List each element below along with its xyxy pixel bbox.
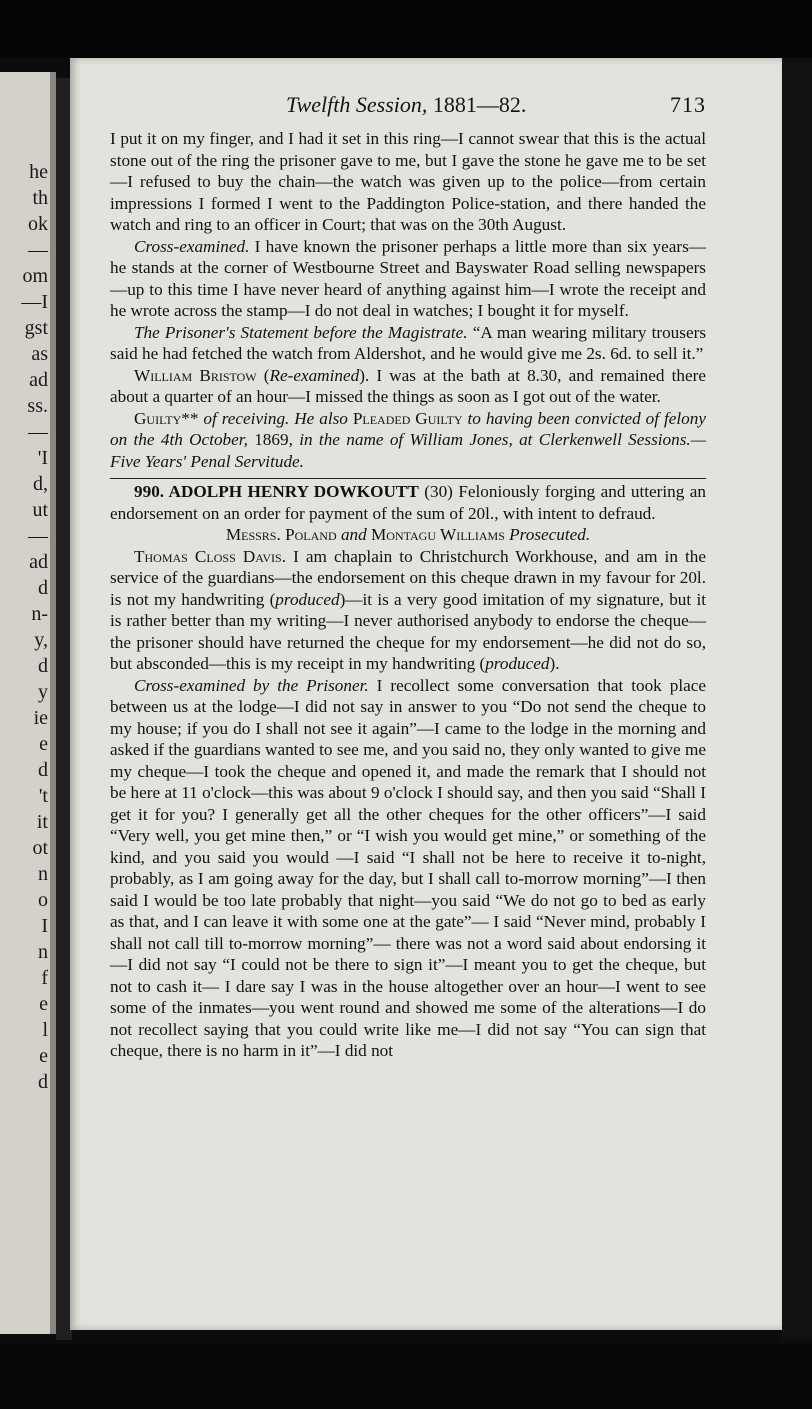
session-years: 1881—82. [432,92,527,117]
left-page-fragment: l [42,1019,48,1041]
left-page-fragment: n [38,863,48,885]
text-run: of receiving. He also [198,408,353,428]
text-run: and [336,525,372,544]
text-run: to having been convicted of felony on the 4th October, [110,408,706,449]
text-run: in the name of William Jones, at Clerkenwell Sessions.—Five Years' Penal Servitude. [110,430,707,471]
session-label: Twelfth Session, [286,92,428,117]
text-run: I recollect some conversation that took place between us at the lodge—I did not say in answer to you “Do not send the cheque to my house; if you do I shall not see it again”—I came to the lodge in the morning and asked if the guardians wanted to see me, and you said no, they only wanted to give me my cheque—I took the cheque and opened it, and made the remark that I should not be here at 11 o'clock—this was about 9 o'clock I should say, and then you said “Shall I get it for you? I generally get all the other cheques for the other officers”—I said “Very well, you get mine then,” or “I wish you would get mine,” or something of the kind, and you said you would —I said “I shall not be here to receive it to-night, probably, as I am going away for the day, but I shall call to-morrow morning”—I then said I would be too late probably that night—you said “We do not go to bed as early as that, and I can leave it with some one at the gate”— I said “Never mind, probably I shall not call till to-morrow morning”— there was not a word said about endorsing it—I did not say “I could not be there to sign it”—I meant you to get the cheque, but not to cash it— I dare say I was in the house altogether over an hour—I went to see some of the inmates—you went round and showed me some of the alterations—I do not recollect saying that you could write like me—I did not say “You can sign that cheque, there is no harm in it”—I did not [110,675,706,1060]
text-run: 1869, [254,430,300,449]
left-page-fragment: n- [31,603,48,625]
left-page-fragment: ot [32,837,48,859]
left-page-fragment: o [38,889,48,911]
left-page-fragment: om [22,265,48,287]
left-page-fragment: — [28,239,48,261]
text-run: Cross-examined by the Prisoner. [134,675,369,695]
text-run: Montagu Williams [371,525,505,544]
left-page-fragment: e [39,1045,48,1067]
left-page-fragment: y [38,681,48,703]
text-run: William Bristow [134,365,257,385]
left-page-fragment: ut [32,499,48,521]
case-divider-rule [110,478,706,479]
left-page-fragment: — [28,525,48,547]
left-page-fragment: ie [33,707,48,729]
text-run: produced [485,654,550,673]
left-page-fragment: d, [33,473,48,495]
left-page-fragment: 'I [37,447,48,469]
running-header [70,92,782,124]
left-page-fragment: th [32,187,48,209]
left-page-fragment: e [39,733,48,755]
running-title [286,92,526,118]
text-run: 990. ADOLPH HENRY DOWKOUTT [134,482,419,501]
right-dark-edge [782,58,812,1340]
left-page-fragment: — [28,421,48,443]
text-run: (30) Feloniously forging and uttering an endorsement on an order for payment of the sum of 20l., with intent to defraud. [110,482,707,523]
paragraph-p5 [110,408,706,473]
left-page-fragment: 't [38,785,48,807]
text-run: Cross-examined. [134,236,250,256]
left-page-fragment: d [38,655,48,677]
left-page-fragment: I [41,915,48,937]
text-run: Messrs. Poland [225,525,337,544]
left-page-fragment: y, [34,629,48,651]
left-page-fragment: n [38,941,48,963]
paragraph-p8 [110,546,706,675]
left-page-fragment: ss. [27,395,48,417]
left-page-fragment: it [36,811,48,833]
text-run: ). [549,654,560,673]
text-run: I have known the prisoner perhaps a little more than six years—he stands at the corner of Westbourne Street and Bayswater Road selling newspapers—up to this time I have never heard of anything against him—I wrote the receipt and he wrote across the stamp—I do not deal in watches; I bought it for myself. [110,236,706,320]
left-page-fragment: d [38,1071,48,1093]
book-page [70,58,782,1330]
text-run: Prosecuted. [504,525,591,544]
left-page-fragment: d [38,577,48,599]
left-page-fragment: he [29,161,48,183]
text-run: Re-examined [269,365,360,385]
text-run: ( [256,365,270,385]
text-run: ). I was at the bath at 8.30, and remained there about a quarter of an hour—I missed the things as soon as I got out of the water. [110,365,706,406]
bottom-dark-band [0,1345,812,1409]
left-page-fragment: gst [24,317,48,339]
paragraph-p6 [110,481,706,524]
text-run: Pleaded Guilty [352,408,463,428]
text-run: produced [275,589,340,609]
text-run: I put it on my finger, and I had it set in this ring—I cannot swear that this is the actual stone out of the ring the prisoner gave to me, but I gave the stone he gave me to be set—I refused to buy the chain—the watch was given up to the police—from certain impressions I formed I went to the Paddington Police-station, and there handed the watch and ring to an officer in Court; that was on the 30th August. [110,129,706,234]
left-page-fragment: ad [29,369,48,391]
paragraph-p9 [110,675,706,1062]
text-run: Guilty** [134,408,199,428]
left-page-fragment: —I [21,291,48,313]
left-page-fragment: e [39,993,48,1015]
left-page-fragment: ad [29,551,48,573]
paragraph-p4 [110,365,706,408]
text-run: The Prisoner's Statement before the Magistrate. [134,322,468,342]
text-run: Thomas Closs Davis. [134,546,286,566]
paragraph-p7 [110,524,706,546]
left-page-fragment: f [41,967,48,989]
paragraph-p3 [110,322,706,365]
paragraph-p1 [110,128,706,236]
left-page-fragment: d [38,759,48,781]
text-run: “A man wearing military trousers said he had fetched the watch from Aldershot, and he would give me 2s. 6d. to sell it.” [110,322,707,363]
left-page-fragment: ok [28,213,48,235]
top-dark-band [0,0,812,58]
page-number: 713 [670,92,706,117]
left-page-edge [0,72,56,1334]
text-run: )—it is a very good imitation of my signature, but it is rather better than my writing—I never authorised anybody to endorse the cheque—the prisoner should have returned the cheque for my endorsement—he did not do so, but absconded—this is my receipt in my handwriting ( [110,589,706,673]
paragraph-p2 [110,236,706,322]
text-run: I am chaplain to Christchurch Workhouse, and am in the service of the guardians—the endorsement on this cheque drawn in my favour for 20l. is not my handwriting ( [110,546,706,609]
page-body [110,128,706,1062]
left-page-fragment: as [31,343,48,365]
